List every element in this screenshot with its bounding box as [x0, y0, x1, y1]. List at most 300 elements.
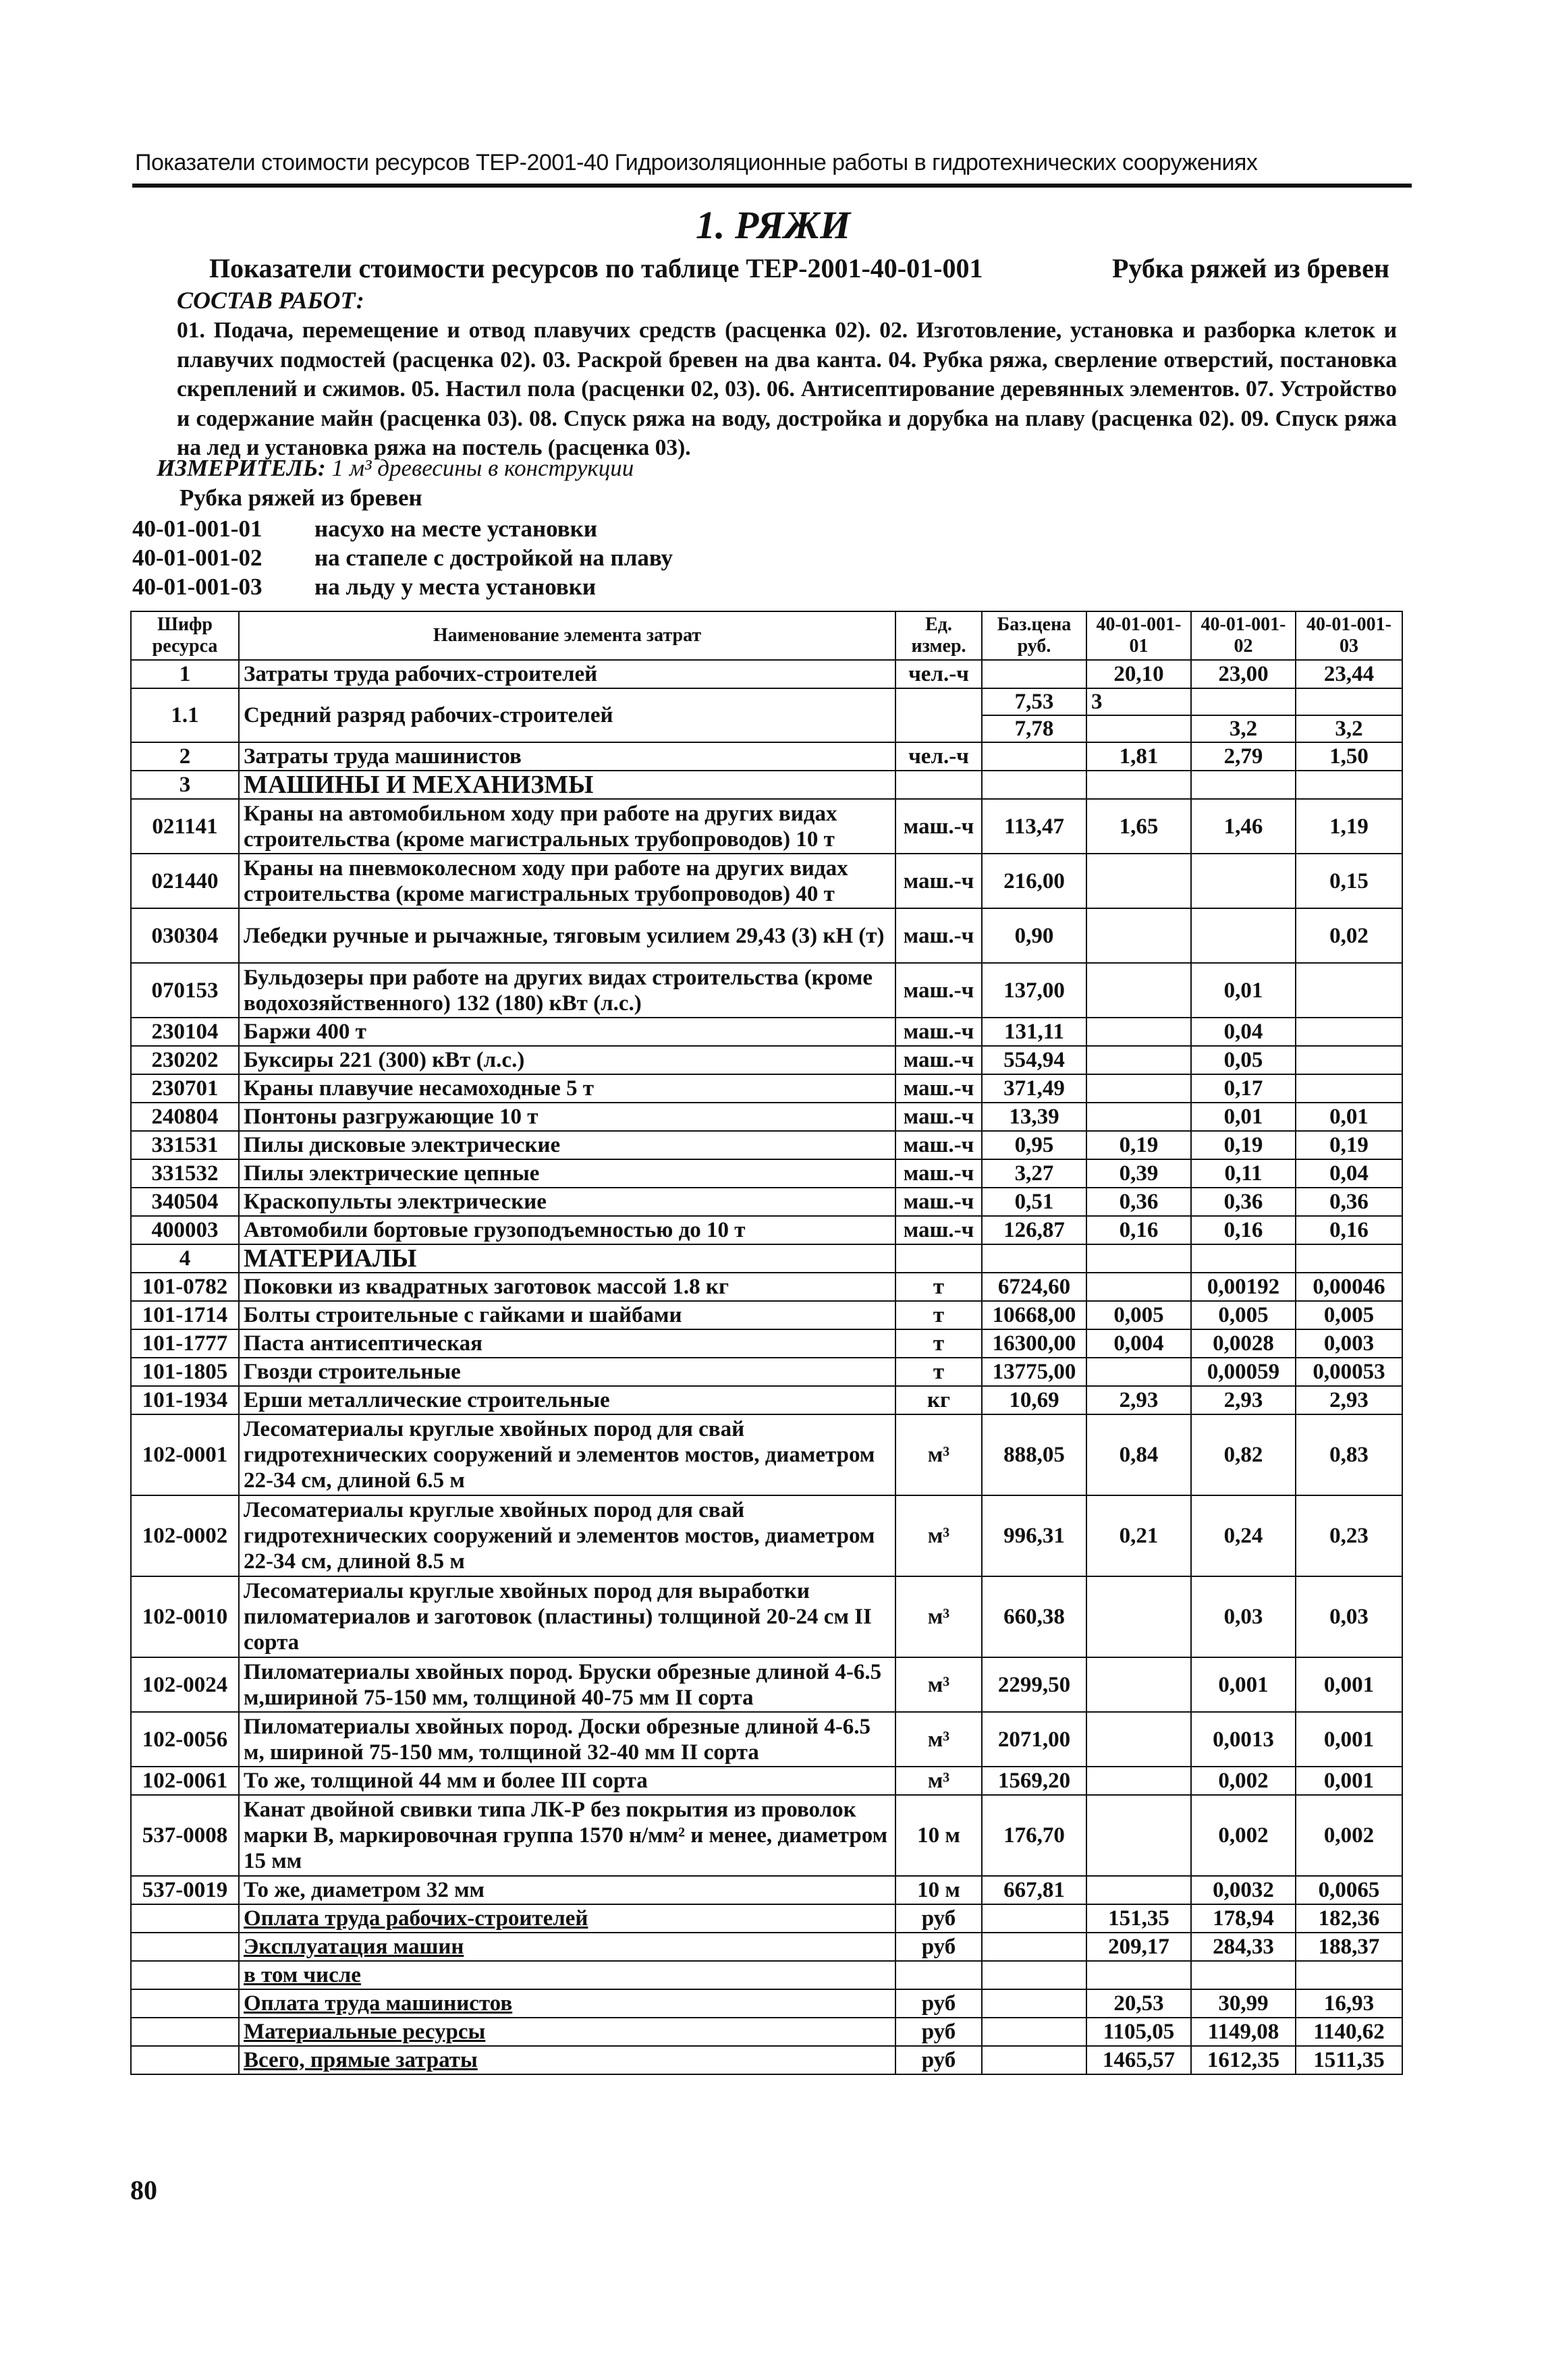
cell-name: Автомобили бортовые грузоподъемностью до 10 т — [239, 1216, 895, 1244]
cell-c2: 23,00 — [1191, 660, 1296, 688]
total-row — [131, 2018, 1402, 2046]
table-row — [131, 1329, 1402, 1358]
variant-item — [132, 572, 673, 601]
cell-unit: маш.-ч — [895, 1188, 982, 1216]
cell-c1: 0,16 — [1086, 1216, 1191, 1244]
cell-name: Лесоматериалы круглые хвойных пород для выработки пиломатериалов и заготовок (пластины) толщиной 20-24 см II сорта — [239, 1576, 895, 1657]
cell-name: Оплата труда машинистов — [239, 1989, 895, 2018]
cell-code: 1 — [131, 660, 239, 688]
cell-c2: 1612,35 — [1191, 2046, 1296, 2074]
cell-name: Лебедки ручные и рычажные, тяговым усилием 29,43 (3) кН (т) — [239, 908, 895, 963]
cell-price: 13,39 — [982, 1103, 1086, 1131]
cell-price — [982, 2046, 1086, 2074]
cell-price: 176,70 — [982, 1795, 1086, 1876]
cell-code — [131, 2046, 239, 2074]
cell-c1: 0,21 — [1086, 1495, 1191, 1576]
cell-c3 — [1296, 1046, 1402, 1074]
cell-unit: чел.-ч — [895, 742, 982, 771]
table-row — [131, 908, 1402, 963]
cell-c3: 1,19 — [1296, 799, 1402, 854]
cell-name: Пиломатериалы хвойных пород. Доски обрезные длиной 4-6.5 м, шириной 75-150 мм, толщиной 32-40 мм II сорта — [239, 1712, 895, 1767]
cell-code: 102-0056 — [131, 1712, 239, 1767]
cell-price: 10668,00 — [982, 1301, 1086, 1329]
header-c1: 40-01-001-01 — [1086, 611, 1191, 660]
cell-c1: 0,84 — [1086, 1414, 1191, 1495]
cell-c1 — [1086, 1576, 1191, 1657]
table-row — [131, 1767, 1402, 1795]
cell-code: 3 — [131, 771, 239, 799]
table-row — [131, 1018, 1402, 1046]
cell-code: 030304 — [131, 908, 239, 963]
table-body — [131, 660, 1402, 2074]
cell-price: 131,11 — [982, 1018, 1086, 1046]
table-row — [131, 1216, 1402, 1244]
section-row — [131, 1244, 1402, 1273]
cell-c1: 20,53 — [1086, 1989, 1191, 2018]
cell-c3: 0,36 — [1296, 1188, 1402, 1216]
cell-c3: 16,93 — [1296, 1989, 1402, 2018]
cell-unit: маш.-ч — [895, 1216, 982, 1244]
measure-title: Рубка ряжей из бревен — [180, 485, 422, 511]
cell-unit: 10 м — [895, 1876, 982, 1904]
table-row — [131, 1657, 1402, 1712]
cell-c1 — [1086, 715, 1191, 742]
cell-name: Пиломатериалы хвойных пород. Бруски обрезные длиной 4-6.5 м,шириной 75-150 мм, толщиной 40-75 мм II сорта — [239, 1657, 895, 1712]
table-row — [131, 1103, 1402, 1131]
cell-c3: 0,15 — [1296, 854, 1402, 908]
cell-name: МАШИНЫ И МЕХАНИЗМЫ — [239, 771, 895, 799]
cell-c1: 151,35 — [1086, 1904, 1191, 1933]
cell-name: МАТЕРИАЛЫ — [239, 1244, 895, 1273]
cell-c2: 0,16 — [1191, 1216, 1296, 1244]
table-row — [131, 1131, 1402, 1159]
total-row — [131, 2046, 1402, 2074]
cell-c2 — [1191, 771, 1296, 799]
cell-name: Буксиры 221 (300) кВт (л.с.) — [239, 1046, 895, 1074]
cell-code: 240804 — [131, 1103, 239, 1131]
cell-code: 537-0019 — [131, 1876, 239, 1904]
cell-price: 216,00 — [982, 854, 1086, 908]
cell-code: 101-0782 — [131, 1273, 239, 1301]
page-number: 80 — [130, 2175, 157, 2205]
cell-code: 102-0061 — [131, 1767, 239, 1795]
cell-name: Гвозди строительные — [239, 1358, 895, 1386]
cell-code — [131, 1989, 239, 2018]
cell-c3: 0,02 — [1296, 908, 1402, 963]
table-row — [131, 1876, 1402, 1904]
cell-price: 6724,60 — [982, 1273, 1086, 1301]
cell-code: 101-1805 — [131, 1358, 239, 1386]
cell-name: Понтоны разгружающие 10 т — [239, 1103, 895, 1131]
cell-c3 — [1296, 1961, 1402, 1989]
cell-price: 13775,00 — [982, 1358, 1086, 1386]
cell-c1 — [1086, 1046, 1191, 1074]
cell-name: Затраты труда машинистов — [239, 742, 895, 771]
cell-unit: т — [895, 1301, 982, 1329]
cell-c1 — [1086, 854, 1191, 908]
table-row — [131, 1414, 1402, 1495]
variant-code: 40-01-001-02 — [132, 545, 263, 571]
total-row — [131, 1904, 1402, 1933]
cell-unit: м³ — [895, 1657, 982, 1712]
cell-price: 371,49 — [982, 1074, 1086, 1103]
table-row — [131, 1495, 1402, 1576]
cell-unit: м³ — [895, 1414, 982, 1495]
cell-price: 996,31 — [982, 1495, 1086, 1576]
cell-price: 3,27 — [982, 1159, 1086, 1188]
cell-c1 — [1086, 1712, 1191, 1767]
cell-c1: 0,19 — [1086, 1131, 1191, 1159]
cell-name: Краны на пневмоколесном ходу при работе на других видах строительства (кроме магистральных трубопроводов) 40 т — [239, 854, 895, 908]
cell-code: 4 — [131, 1244, 239, 1273]
cell-name: Ерши металлические строительные — [239, 1386, 895, 1414]
cell-name: Всего, прямые затраты — [239, 2046, 895, 2074]
cell-c1: 1,81 — [1086, 742, 1191, 771]
cell-c3 — [1296, 1074, 1402, 1103]
cell-c1: 1465,57 — [1086, 2046, 1191, 2074]
cell-c3 — [1296, 963, 1402, 1018]
cell-c1: 0,005 — [1086, 1301, 1191, 1329]
cell-unit: т — [895, 1273, 982, 1301]
cell-code: 101-1714 — [131, 1301, 239, 1329]
measure-label: ИЗМЕРИТЕЛЬ: — [157, 455, 326, 481]
cell-c3: 0,00053 — [1296, 1358, 1402, 1386]
cell-unit: маш.-ч — [895, 908, 982, 963]
cell-name: Лесоматериалы круглые хвойных пород для свай гидротехнических сооружений и элементов мостов, диаметром 22-34 см, длиной 6.5 м — [239, 1414, 895, 1495]
table-row — [131, 1386, 1402, 1414]
cell-c1: 20,10 — [1086, 660, 1191, 688]
cell-c3: 0,19 — [1296, 1131, 1402, 1159]
cell-unit: руб — [895, 2046, 982, 2074]
cell-name: Пилы дисковые электрические — [239, 1131, 895, 1159]
cell-code: 102-0001 — [131, 1414, 239, 1495]
cell-price: 888,05 — [982, 1414, 1086, 1495]
cell-unit: м³ — [895, 1576, 982, 1657]
variant-text: на льду у места установки — [314, 574, 597, 600]
cell-name: Оплата труда рабочих-строителей — [239, 1904, 895, 1933]
cell-code: 230202 — [131, 1046, 239, 1074]
cell-c1 — [1086, 1876, 1191, 1904]
cell-price: 0,90 — [982, 908, 1086, 963]
cell-name: Затраты труда рабочих-строителей — [239, 660, 895, 688]
cell-unit — [895, 688, 982, 742]
table-row — [131, 1358, 1402, 1386]
cell-price: 137,00 — [982, 963, 1086, 1018]
resource-table — [130, 611, 1403, 2075]
cell-c3: 0,005 — [1296, 1301, 1402, 1329]
cell-c2: 0,00059 — [1191, 1358, 1296, 1386]
cell-c2: 0,002 — [1191, 1795, 1296, 1876]
cell-c3: 1511,35 — [1296, 2046, 1402, 2074]
cell-c2: 2,93 — [1191, 1386, 1296, 1414]
cell-c3 — [1296, 1018, 1402, 1046]
cell-c3: 1,50 — [1296, 742, 1402, 771]
cell-code — [131, 1961, 239, 1989]
cell-code: 400003 — [131, 1216, 239, 1244]
cell-c2: 3,2 — [1191, 715, 1296, 742]
cell-unit: маш.-ч — [895, 1074, 982, 1103]
variant-item — [132, 514, 673, 543]
cell-c1 — [1086, 1244, 1191, 1273]
cell-code: 331531 — [131, 1131, 239, 1159]
cell-name: Материальные ресурсы — [239, 2018, 895, 2046]
running-header: Показатели стоимости ресурсов ТЕР-2001-40 Гидроизоляционные работы в гидротехнических сооружениях — [135, 150, 1258, 175]
table-row — [131, 963, 1402, 1018]
cell-c2: 0,19 — [1191, 1131, 1296, 1159]
cell-c2 — [1191, 688, 1296, 715]
cell-c2: 0,03 — [1191, 1576, 1296, 1657]
cell-price: 126,87 — [982, 1216, 1086, 1244]
cell-code: 021440 — [131, 854, 239, 908]
cell-code: 2 — [131, 742, 239, 771]
total-row — [131, 1989, 1402, 2018]
cell-c1 — [1086, 1018, 1191, 1046]
cell-price — [982, 1933, 1086, 1961]
cell-price: 7,78 — [982, 715, 1086, 742]
cell-code: 070153 — [131, 963, 239, 1018]
header-code: Шифр ресурса — [131, 611, 239, 660]
variant-text: насухо на месте установки — [314, 516, 597, 542]
cell-code: 102-0010 — [131, 1576, 239, 1657]
cell-c1 — [1086, 1767, 1191, 1795]
cell-unit: руб — [895, 1989, 982, 2018]
cell-code: 230701 — [131, 1074, 239, 1103]
cell-c2: 1149,08 — [1191, 2018, 1296, 2046]
cell-c2: 0,36 — [1191, 1188, 1296, 1216]
cell-c2: 178,94 — [1191, 1904, 1296, 1933]
cell-c2: 0,0028 — [1191, 1329, 1296, 1358]
cell-c3: 1140,62 — [1296, 2018, 1402, 2046]
cell-unit: м³ — [895, 1767, 982, 1795]
cell-c3: 0,001 — [1296, 1657, 1402, 1712]
cell-unit: кг — [895, 1386, 982, 1414]
header-unit: Ед. измер. — [895, 611, 982, 660]
cell-unit: маш.-ч — [895, 1103, 982, 1131]
cell-price — [982, 1961, 1086, 1989]
cell-name: Краны плавучие несамоходные 5 т — [239, 1074, 895, 1103]
cell-price: 2071,00 — [982, 1712, 1086, 1767]
cell-name: Средний разряд рабочих-строителей — [239, 688, 895, 742]
cell-price: 7,53 — [982, 688, 1086, 715]
table-row — [131, 688, 1402, 715]
cell-price — [982, 1989, 1086, 2018]
cell-c1 — [1086, 963, 1191, 1018]
cell-code: 021141 — [131, 799, 239, 854]
cell-c2: 1,46 — [1191, 799, 1296, 854]
cell-c3 — [1296, 771, 1402, 799]
cell-name: Лесоматериалы круглые хвойных пород для свай гидротехнических сооружений и элементов мостов, диаметром 22-34 см, длиной 8.5 м — [239, 1495, 895, 1576]
cell-name: Эксплуатация машин — [239, 1933, 895, 1961]
cell-c2: 0,0013 — [1191, 1712, 1296, 1767]
cell-c3: 0,003 — [1296, 1329, 1402, 1358]
cell-code — [131, 1933, 239, 1961]
cell-c1 — [1086, 1657, 1191, 1712]
cell-unit: м³ — [895, 1712, 982, 1767]
cell-unit: маш.-ч — [895, 854, 982, 908]
cell-name: в том числе — [239, 1961, 895, 1989]
cell-c3: 2,93 — [1296, 1386, 1402, 1414]
cell-c2: 0,00192 — [1191, 1273, 1296, 1301]
cell-price: 554,94 — [982, 1046, 1086, 1074]
cell-code: 537-0008 — [131, 1795, 239, 1876]
work-title: Рубка ряжей из бревен — [1111, 253, 1389, 283]
cell-c1: 1105,05 — [1086, 2018, 1191, 2046]
table-header-row — [131, 611, 1402, 660]
cell-c2 — [1191, 1244, 1296, 1273]
variant-code: 40-01-001-03 — [132, 574, 263, 600]
cell-unit: т — [895, 1358, 982, 1386]
cell-c3 — [1296, 1244, 1402, 1273]
cell-c3: 182,36 — [1296, 1904, 1402, 1933]
cell-c1: 2,93 — [1086, 1386, 1191, 1414]
table-caption: Показатели стоимости ресурсов по таблице ТЕР-2001-40-01-001 — [209, 253, 983, 283]
cell-c1 — [1086, 1103, 1191, 1131]
cell-price — [982, 660, 1086, 688]
cell-c3: 188,37 — [1296, 1933, 1402, 1961]
cell-code: 101-1777 — [131, 1329, 239, 1358]
cell-code: 331532 — [131, 1159, 239, 1188]
table-row — [131, 742, 1402, 771]
cell-code: 340504 — [131, 1188, 239, 1216]
cell-c1 — [1086, 908, 1191, 963]
cell-c3: 0,002 — [1296, 1795, 1402, 1876]
cell-unit — [895, 1244, 982, 1273]
cell-c2: 0,05 — [1191, 1046, 1296, 1074]
cell-name: Канат двойной свивки типа ЛК-Р без покрытия из проволок марки В, маркировочная группа 1570 н/мм² и менее, диаметром 15 мм — [239, 1795, 895, 1876]
cell-c2: 30,99 — [1191, 1989, 1296, 2018]
table-row — [131, 1301, 1402, 1329]
cell-code: 101-1934 — [131, 1386, 239, 1414]
cell-code: 102-0002 — [131, 1495, 239, 1576]
table-row — [131, 1188, 1402, 1216]
cell-unit: маш.-ч — [895, 1159, 982, 1188]
header-name: Наименование элемента затрат — [239, 611, 895, 660]
cell-c2: 0,04 — [1191, 1018, 1296, 1046]
table-row — [131, 1795, 1402, 1876]
cell-unit: м³ — [895, 1495, 982, 1576]
cell-c2: 2,79 — [1191, 742, 1296, 771]
cell-c2: 0,17 — [1191, 1074, 1296, 1103]
table-row — [131, 1159, 1402, 1188]
cell-c1 — [1086, 1273, 1191, 1301]
cell-c2 — [1191, 1961, 1296, 1989]
variant-list — [132, 514, 673, 601]
cell-unit — [895, 771, 982, 799]
cell-name: Паста антисептическая — [239, 1329, 895, 1358]
cell-name: Поковки из квадратных заготовок массой 1.8 кг — [239, 1273, 895, 1301]
cell-unit: маш.-ч — [895, 1018, 982, 1046]
cell-c1 — [1086, 771, 1191, 799]
variant-item — [132, 543, 673, 572]
cell-unit: маш.-ч — [895, 1131, 982, 1159]
cell-unit: 10 м — [895, 1795, 982, 1876]
cell-c2: 0,24 — [1191, 1495, 1296, 1576]
cell-c3: 0,83 — [1296, 1414, 1402, 1495]
cell-price: 0,51 — [982, 1188, 1086, 1216]
cell-c1: 0,36 — [1086, 1188, 1191, 1216]
table-row — [131, 1712, 1402, 1767]
cell-name: Бульдозеры при работе на других видах строительства (кроме водохозяйственного) 132 (180) кВт (л.с.) — [239, 963, 895, 1018]
variant-text: на стапеле с достройкой на плаву — [314, 545, 673, 571]
cell-c3: 0,00046 — [1296, 1273, 1402, 1301]
cell-name: Баржи 400 т — [239, 1018, 895, 1046]
cell-c1: 209,17 — [1086, 1933, 1191, 1961]
cell-c2: 0,01 — [1191, 963, 1296, 1018]
cell-name: Болты строительные с гайками и шайбами — [239, 1301, 895, 1329]
cell-c3: 0,03 — [1296, 1576, 1402, 1657]
variant-code: 40-01-001-01 — [132, 516, 263, 542]
header-price: Баз.цена руб. — [982, 611, 1086, 660]
cell-c2 — [1191, 854, 1296, 908]
cell-c3: 0,01 — [1296, 1103, 1402, 1131]
table-row — [131, 799, 1402, 854]
cell-code: 1.1 — [131, 688, 239, 742]
measure-value: 1 м³ древесины в конструкции — [331, 455, 634, 481]
cell-unit: руб — [895, 1933, 982, 1961]
table-row — [131, 854, 1402, 908]
cell-c3: 23,44 — [1296, 660, 1402, 688]
cell-c1 — [1086, 1961, 1191, 1989]
measure-line — [157, 455, 634, 482]
section-title: 1. РЯЖИ — [695, 203, 851, 247]
cell-unit: маш.-ч — [895, 1046, 982, 1074]
cell-c2: 0,01 — [1191, 1103, 1296, 1131]
cell-c3 — [1296, 688, 1402, 715]
cell-name: Краскопульты электрические — [239, 1188, 895, 1216]
cell-price — [982, 1904, 1086, 1933]
table-row — [131, 660, 1402, 688]
cell-price — [982, 2018, 1086, 2046]
cell-code — [131, 1904, 239, 1933]
cell-price — [982, 771, 1086, 799]
cell-unit: руб — [895, 2018, 982, 2046]
total-row — [131, 1933, 1402, 1961]
table-row — [131, 1273, 1402, 1301]
cell-price: 667,81 — [982, 1876, 1086, 1904]
cell-unit: маш.-ч — [895, 799, 982, 854]
cell-c3: 0,001 — [1296, 1712, 1402, 1767]
header-c2: 40-01-001-02 — [1191, 611, 1296, 660]
table-row — [131, 1046, 1402, 1074]
cell-name: Краны на автомобильном ходу при работе на других видах строительства (кроме магистральных трубопроводов) 10 т — [239, 799, 895, 854]
cell-name: То же, диаметром 32 мм — [239, 1876, 895, 1904]
cell-c1: 0,004 — [1086, 1329, 1191, 1358]
cell-price: 113,47 — [982, 799, 1086, 854]
cell-c3: 3,2 — [1296, 715, 1402, 742]
cell-c1 — [1086, 1358, 1191, 1386]
header-rule — [132, 184, 1412, 188]
table-row — [131, 1576, 1402, 1657]
cell-price: 10,69 — [982, 1386, 1086, 1414]
header-c3: 40-01-001-03 — [1296, 611, 1402, 660]
cell-unit — [895, 1961, 982, 1989]
cell-price: 660,38 — [982, 1576, 1086, 1657]
cell-c1: 3 — [1086, 688, 1191, 715]
cell-c2: 0,82 — [1191, 1414, 1296, 1495]
composition-label: СОСТАВ РАБОТ: — [177, 287, 364, 314]
cell-c2: 0,005 — [1191, 1301, 1296, 1329]
cell-c1 — [1086, 1074, 1191, 1103]
cell-c3: 0,0065 — [1296, 1876, 1402, 1904]
cell-code: 102-0024 — [131, 1657, 239, 1712]
cell-c3: 0,001 — [1296, 1767, 1402, 1795]
cell-c2 — [1191, 908, 1296, 963]
cell-c1: 1,65 — [1086, 799, 1191, 854]
cell-c1: 0,39 — [1086, 1159, 1191, 1188]
cell-c3: 0,16 — [1296, 1216, 1402, 1244]
cell-c3: 0,23 — [1296, 1495, 1402, 1576]
cell-c2: 0,0032 — [1191, 1876, 1296, 1904]
